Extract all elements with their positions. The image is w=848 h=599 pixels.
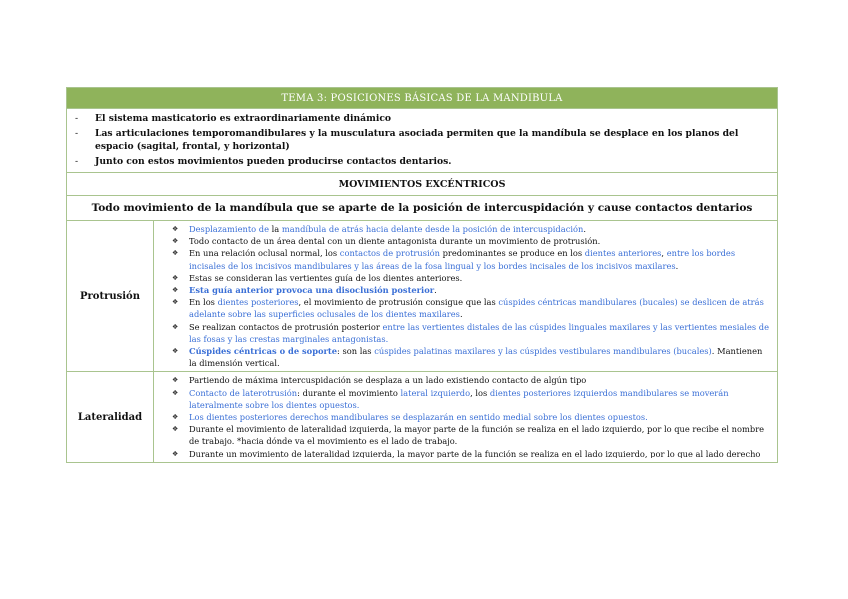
text-run: entre los bordes incisales de los incisivos mandibulares y las áreas de la fosa lingual y los bordes incisales de los incisivos maxilares (189, 248, 736, 271)
protrusion-item (172, 284, 771, 296)
lateralidad-content (154, 372, 778, 463)
protrusion-label: Protrusión (67, 221, 154, 372)
lateralidad-label: Lateralidad (67, 372, 154, 463)
text-run: mandíbula de atrás hacia delante desde la posición de intercuspidación (281, 224, 584, 234)
diamond-bullet-icon: ❖ (172, 237, 179, 246)
lateralidad-item (172, 374, 771, 386)
text-run: , (661, 248, 667, 259)
diamond-bullet-icon: ❖ (172, 388, 179, 397)
diamond-bullet-icon: ❖ (172, 249, 179, 258)
text-run: Los dientes posteriores derechos mandibulares se desplazarán en sentido medial sobre los dientes opuestos. (189, 412, 648, 423)
diamond-bullet-icon: ❖ (172, 298, 179, 307)
protrusion-item (172, 321, 771, 345)
text-run: : son las (337, 346, 375, 357)
intro-item: - El sistema masticatorio es extraordinariamente dinámico (75, 113, 392, 124)
intro-list (73, 112, 771, 168)
text-run: entre las vertientes distales de las cúspides linguales maxilares y las vertientes mesiales de las fosas y las crestas marginales antagonistas. (189, 321, 769, 344)
text-run: predominantes se produce en los (439, 248, 585, 259)
table-title: TEMA 3: POSICIONES BÁSICAS DE LA MANDIBULA (67, 88, 778, 109)
lateralidad-item (172, 423, 771, 447)
protrusion-item (172, 223, 771, 235)
text-run: . Mantienen la dimensión vertical. (189, 346, 763, 369)
text-run: cúspides céntricas mandibulares (bucales) se deslicen de atrás adelante sobre las superficies oclusales de los dientes maxilares (189, 297, 764, 320)
diamond-bullet-icon: ❖ (172, 449, 179, 458)
text-run: dientes anteriores (584, 248, 662, 259)
intro-item: - Junto con estos movimientos pueden producirse contactos dentarios. (75, 156, 452, 167)
text-run: lateral izquierdo (400, 387, 471, 398)
lateralidad-list (172, 374, 771, 458)
text-run: Esta guía anterior provoca una disoclusión posterior (189, 285, 435, 296)
text-run: Estas se consideran las vertientes guía de los dientes anteriores. (189, 272, 463, 283)
lateralidad-item (172, 411, 771, 423)
intro-cell (67, 109, 778, 173)
text-run: la (271, 224, 282, 234)
diamond-bullet-icon: ❖ (172, 322, 179, 331)
protrusion-content (154, 221, 778, 372)
diamond-bullet-icon: ❖ (172, 347, 179, 356)
text-run: dientes posteriores (217, 297, 299, 308)
text-run: Durante un movimiento de lateralidad izquierda, la mayor parte de la función se realiza en el lado izquierdo, por lo que al lado derecho (189, 448, 761, 459)
text-run: Partiendo de máxima intercuspidación se desplaza a un lado existiendo contacto de algún tipo (189, 375, 587, 386)
lateralidad-item (172, 387, 771, 411)
text-run: dientes posteriores izquierdos mandibulares se moverán lateralmente sobre los dientes opuestos. (189, 387, 729, 410)
text-run: Cúspides céntricas o de soporte (189, 346, 338, 357)
text-run: . (583, 224, 586, 234)
intro-item: - Las articulaciones temporomandibulares y la musculatura asociada permiten que la mandíbula se desplace en los planos del espacio (sagital, frontal, y horizontal) (75, 128, 739, 152)
text-run: , el movimiento de protrusión consigue que las (298, 297, 499, 308)
text-run: Desplazamiento de (189, 224, 272, 234)
text-run: En los (189, 297, 218, 308)
protrusion-item (172, 272, 771, 284)
protrusion-item (172, 247, 771, 271)
text-run: Durante el movimiento de lateralidad izquierda, la mayor parte de la función se realiza en el lado izquierdo, por lo que recibe el nombre de trabajo. *hacia dónde va el movimiento es el lado de trabajo. (189, 424, 765, 447)
diamond-bullet-icon: ❖ (172, 425, 179, 434)
protrusion-item (172, 235, 771, 247)
lateralidad-item (172, 448, 771, 459)
text-run: En una relación oclusal normal, los (189, 248, 340, 259)
text-run: . (434, 285, 437, 296)
protrusion-list (172, 223, 771, 369)
section-title: MOVIMIENTOS EXCÉNTRICOS (67, 173, 778, 196)
text-run: : durante el movimiento (297, 387, 401, 398)
diamond-bullet-icon: ❖ (172, 273, 179, 282)
definition: Todo movimiento de la mandíbula que se aparte de la posición de intercuspidación y cause contactos dentarios (67, 196, 778, 221)
text-run: . (675, 260, 679, 271)
diamond-bullet-icon: ❖ (172, 225, 179, 233)
text-run: contactos de protrusión (339, 248, 440, 259)
protrusion-item (172, 296, 771, 320)
text-run: Contacto de laterotrusión (189, 387, 298, 398)
diamond-bullet-icon: ❖ (172, 286, 179, 295)
summary-table (66, 87, 778, 463)
document-page (66, 87, 777, 463)
text-run: Todo contacto de un área dental con un diente antagonista durante un movimiento de protrusión. (189, 236, 601, 247)
protrusion-item (172, 345, 771, 369)
text-run: cúspides palatinas maxilares y las cúspides vestibulares mandibulares (bucales) (374, 346, 712, 357)
text-run: Se realizan contactos de protrusión posterior (189, 321, 383, 332)
diamond-bullet-icon: ❖ (172, 413, 179, 422)
text-run: , los (470, 387, 490, 398)
diamond-bullet-icon: ❖ (172, 376, 179, 385)
text-run: . (459, 309, 463, 320)
